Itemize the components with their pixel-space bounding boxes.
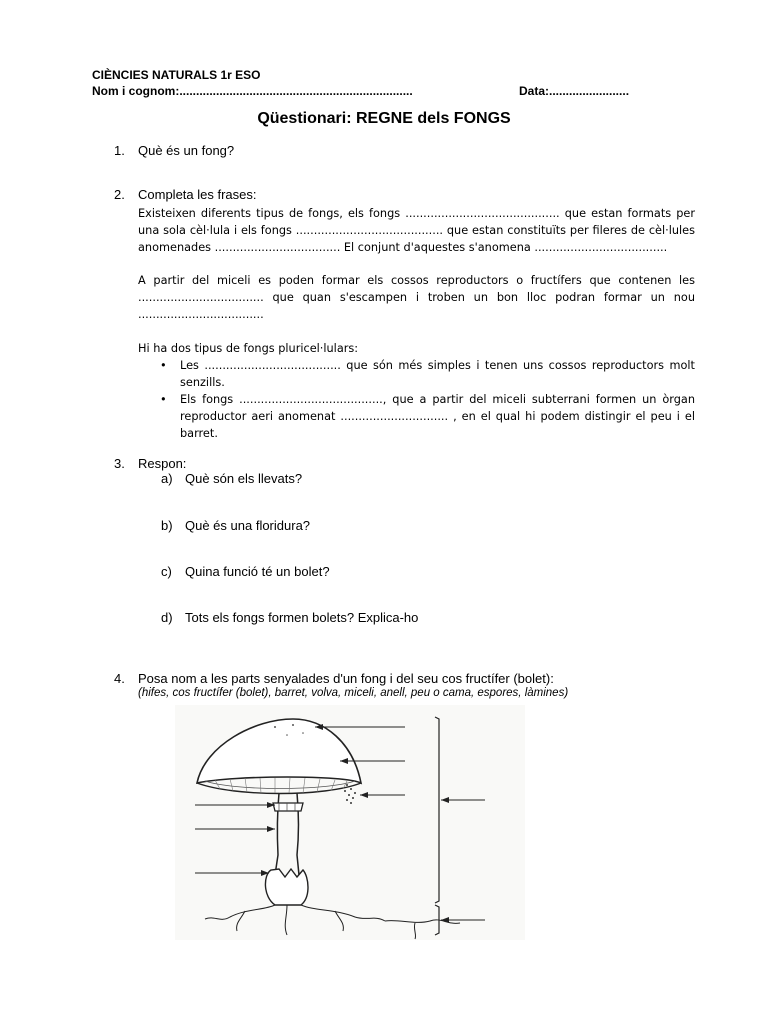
- fungi-types-list: [158, 357, 695, 442]
- ring-drawing: [273, 803, 303, 811]
- sub-question-text: Tots els fongs formen bolets? Explica-ho: [185, 610, 419, 625]
- question-3-text: Respon:: [138, 456, 187, 471]
- sub-question-text: Quina funció té un bolet?: [185, 564, 330, 579]
- list-item: [158, 391, 695, 442]
- list-item: [158, 357, 695, 391]
- word-bank-hint: (hifes, cos fructífer (bolet), barret, volva, miceli, anell, peu o cama, espores, làmines): [138, 687, 569, 699]
- question-1-number: 1.: [114, 143, 125, 158]
- fill-in-bullet-2: Els fongs ........................................, que a partir del miceli subterrani formen un òrgan reproductor aeri anomenat .............................. , en el qual hi podem distingir el peu i el barret.: [180, 393, 695, 440]
- sub-question-letter: a): [161, 471, 173, 486]
- volva-drawing: [265, 869, 308, 905]
- date-field-label: Data:........................: [519, 84, 630, 98]
- question-2-text: Completa les frases:: [138, 187, 257, 202]
- bullet-icon: •: [160, 393, 167, 406]
- sub-question-letter: d): [161, 610, 173, 625]
- question-1: [114, 143, 714, 161]
- question-3-number: 3.: [114, 456, 125, 471]
- question-2-paragraph-1: [138, 205, 695, 256]
- subject-label: CIÈNCIES NATURALS 1r ESO: [92, 68, 261, 82]
- mushroom-diagram: [175, 705, 525, 940]
- question-2-paragraph-3: [138, 340, 695, 357]
- fungi-types-intro: Hi ha dos tipus de fongs pluricel·lulars:: [138, 342, 359, 355]
- question-2-number: 2.: [114, 187, 125, 202]
- question-4-number: 4.: [114, 671, 125, 686]
- page-title: Qüestionari: REGNE dels FONGS: [257, 110, 511, 127]
- question-1-text: Què és un fong?: [138, 143, 235, 158]
- fill-in-bullet-1: Les ...................................... que són més simples i tenen uns cossos reproductors molt senzills.: [180, 359, 695, 389]
- fill-in-text-1: Existeixen diferents tipus de fongs, els fongs ........................................... que estan formats per una sola cèl·lula i els fongs ......................................... que estan constituïts per fileres de cèl·lules anomenades ................................... El conjunt d'aquestes s'anomena .....................................: [138, 207, 695, 254]
- sub-question-letter: b): [161, 518, 173, 533]
- name-field-label: Nom i cognom:......................................................................: [92, 84, 413, 98]
- question-3c: [161, 564, 661, 582]
- sub-question-text: Què és una floridura?: [185, 518, 311, 533]
- question-3a: [161, 471, 661, 489]
- question-2: [114, 187, 714, 205]
- bullet-icon: •: [160, 359, 167, 372]
- fill-in-text-2: A partir del miceli es poden formar els cossos reproductors o fructífers que contenen les ................................... que quan s'escampen i troben un bon lloc podran formar un nou ...................................: [138, 274, 695, 321]
- question-2-paragraph-2: [138, 272, 695, 323]
- sub-question-text: Què són els llevats?: [185, 471, 303, 486]
- sub-question-letter: c): [161, 564, 172, 579]
- question-4-text: Posa nom a les parts senyalades d'un fong i del seu cos fructífer (bolet):: [138, 671, 554, 686]
- question-3d: [161, 610, 661, 628]
- question-3b: [161, 518, 661, 536]
